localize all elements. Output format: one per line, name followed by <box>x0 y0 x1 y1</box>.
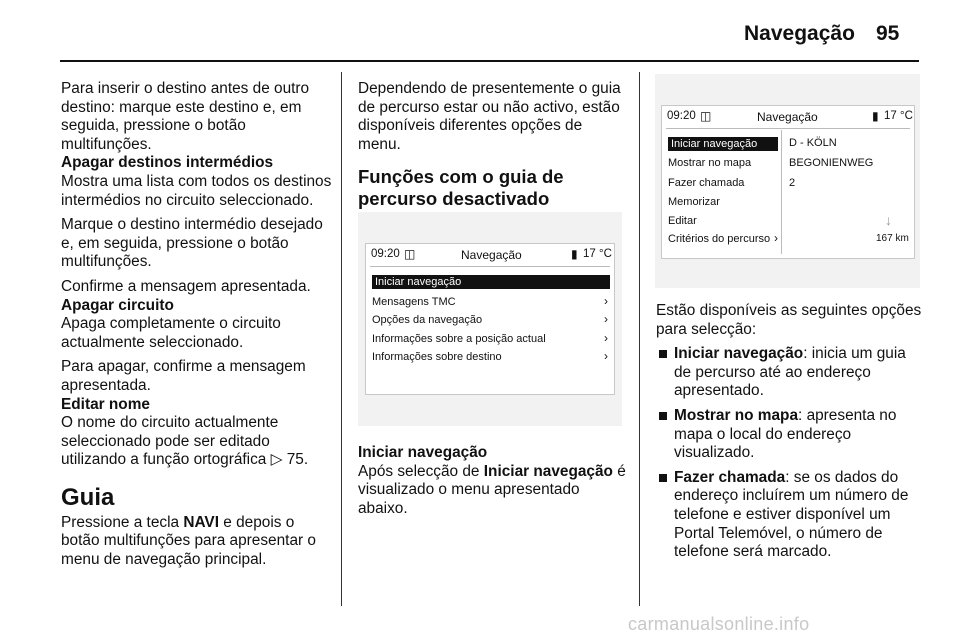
screenshot-1-frame <box>358 212 622 426</box>
section-title-apagar-destinos: Apagar destinos intermédios <box>61 154 274 172</box>
chevron-right-icon: › <box>604 349 608 363</box>
menu-item-opcoes[interactable]: Opções da navegação <box>372 314 483 326</box>
s1-paragraph-2: Marque o destino intermédio desejado e, em seguida, pressione o botão multifunções. <box>61 216 323 271</box>
menu-item-iniciar[interactable]: Iniciar navegação <box>372 275 610 289</box>
address-line-1: D - KÖLN <box>789 137 837 149</box>
page-number: 95 <box>876 22 900 45</box>
watermark: carmanualsonline.info <box>628 614 810 634</box>
temperature: 17 °C <box>583 248 612 260</box>
right-intro: Estão disponíveis as seguintes opções para selecção: <box>656 302 922 338</box>
guia-title: Guia <box>61 483 115 511</box>
header-rule <box>60 60 919 62</box>
screen-title: Navegação <box>461 248 522 262</box>
bullet-square-icon <box>659 350 667 358</box>
column-divider-1 <box>341 72 342 606</box>
status-bar <box>366 244 614 266</box>
nav-screen-1 <box>365 243 615 395</box>
guidance-icon: ◫ <box>700 109 712 123</box>
header-title: Navegação <box>744 22 855 45</box>
menu-item-tmc[interactable]: Mensagens TMC <box>372 296 456 308</box>
menu-item-fazer-chamada[interactable]: Fazer chamada <box>668 177 745 189</box>
status-bar <box>662 106 914 128</box>
s2-paragraph-2: Para apagar, confirme a mensagem apresentada. <box>61 358 306 394</box>
section-title-apagar-circuito: Apagar circuito <box>61 296 174 314</box>
arrow-down-icon: ↓ <box>885 212 892 228</box>
list-item: Fazer chamada: se os dados do endereço incluírem um número de telefone e estiver disponível um Portal Telemóvel, o número de telefone será marcado. <box>656 469 922 562</box>
clock: 09:20 <box>667 110 696 122</box>
nav-screen-2 <box>661 105 915 259</box>
guidance-icon: ◫ <box>404 247 416 261</box>
bullet-square-icon <box>659 412 667 420</box>
guia-paragraph: Pressione a tecla NAVI e depois o botão multifunções para apresentar o menu de navegação principal. <box>61 513 316 569</box>
phone-icon: ▮ <box>571 247 578 261</box>
chevron-right-icon: › <box>604 312 608 326</box>
menu-item-info-posicao[interactable]: Informações sobre a posição actual <box>372 333 546 345</box>
clock: 09:20 <box>371 248 400 260</box>
distance: 167 km <box>876 233 909 244</box>
s1-paragraph-1: Mostra uma lista com todos os destinos intermédios no circuito seleccionado. <box>61 172 332 209</box>
screenshot-2-frame <box>655 74 920 288</box>
list-item: Iniciar navegação: inicia um guia de percurso até ao endereço apresentado. <box>656 345 922 401</box>
menu-item-editar[interactable]: Editar <box>668 215 697 227</box>
subsection-title-iniciar: Iniciar navegação <box>358 444 488 461</box>
address-line-2: BEGONIENWEG <box>789 157 874 169</box>
screen-title: Navegação <box>757 110 818 124</box>
left-column <box>61 80 333 570</box>
chevron-right-icon: › <box>604 294 608 308</box>
s1-paragraph-3: Confirme a mensagem apresentada. <box>61 277 311 295</box>
page-ref[interactable]: 75. <box>286 451 309 469</box>
right-column <box>656 302 922 562</box>
subsection-paragraph: Após selecção de Iniciar navegação é visualizado o menu apresentado abaixo. <box>358 462 626 517</box>
middle-column <box>358 80 628 228</box>
middle-intro: Dependendo de presentemente o guia de percurso estar ou não activo, estão disponíveis diferentes opções de menu. <box>358 80 621 153</box>
temperature: 17 °C <box>884 110 913 122</box>
middle-column-lower <box>358 444 628 518</box>
list-item: Mostrar no mapa: apresenta no mapa o local do endereço visualizado. <box>656 407 922 463</box>
menu-item-criterios[interactable]: Critérios do percurso <box>668 233 771 245</box>
menu-item-memorizar[interactable]: Memorizar <box>668 196 720 208</box>
page-ref-icon: ▷ <box>270 451 283 469</box>
s2-paragraph-1: Apaga completamente o circuito actualmente seleccionado. <box>61 315 281 351</box>
bullet-square-icon <box>659 474 667 482</box>
address-line-3: 2 <box>789 177 796 189</box>
menu-item-mostrar-mapa[interactable]: Mostrar no mapa <box>668 157 752 169</box>
chevron-right-icon: › <box>604 331 608 345</box>
phone-icon: ▮ <box>872 109 879 123</box>
section-title-editar-nome: Editar nome <box>61 395 150 413</box>
menu-item-info-destino[interactable]: Informações sobre destino <box>372 351 502 363</box>
column-divider-2 <box>639 72 640 606</box>
left-intro: Para inserir o destino antes de outro destino: marque este destino e, em seguida, pressione o botão multifunções. <box>61 80 310 153</box>
s3-paragraph-1: O nome do circuito actualmente seleccionado pode ser editado utilizando a função ortográfica ▷ 75. <box>61 414 309 469</box>
chevron-right-icon: › <box>774 231 778 245</box>
menu-item-iniciar[interactable]: Iniciar navegação <box>668 137 778 151</box>
middle-heading: Funções com o guia de percurso desactivado <box>358 166 564 210</box>
